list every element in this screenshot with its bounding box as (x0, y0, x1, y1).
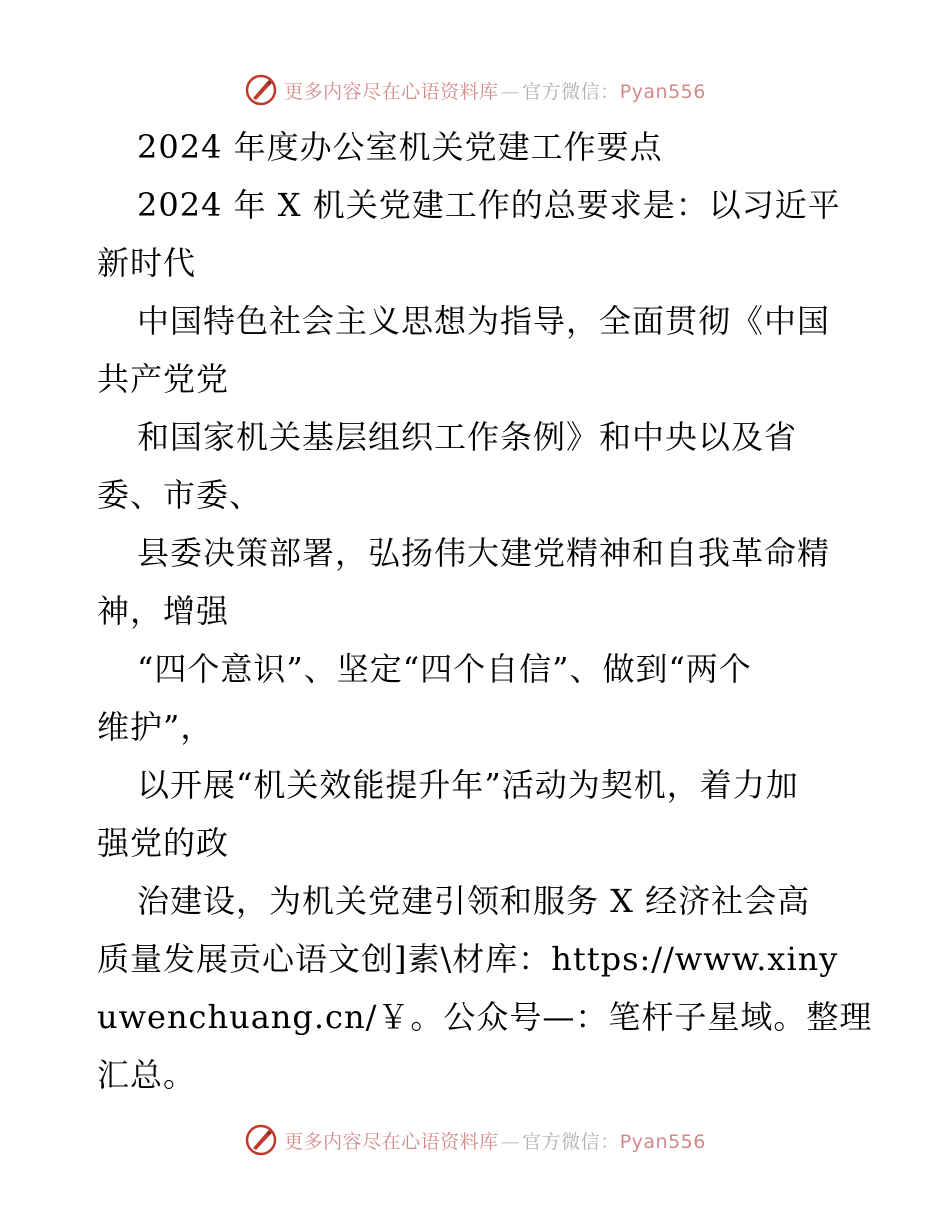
paragraph-line: 新时代 (97, 244, 197, 282)
paragraph-line: “四个意识”、坚定“四个自信”、做到“两个 (137, 650, 752, 688)
paragraph-line: 强党的政 (97, 824, 230, 862)
paragraph-line: 以开展“机关效能提升年”活动为契机，着力加 (137, 766, 799, 804)
paragraph-line: 2024 年 X 机关党建工作的总要求是：以习近平 (137, 186, 841, 224)
header-watermark (0, 70, 950, 110)
footer-watermark (0, 1120, 950, 1160)
paragraph-line: 共产党党 (97, 360, 230, 398)
document-body (97, 118, 873, 1104)
watermark-text: 更多内容尽在心语资料库 — 官方微信：Pyan556 (284, 1130, 706, 1153)
paragraph-line: 质量发展贡心语文创]素\材库：https://www.xiny (97, 940, 839, 978)
paragraph-line: 维护”， (97, 708, 214, 746)
pen-logo-icon (244, 73, 278, 107)
watermark-text: 更多内容尽在心语资料库 — 官方微信：Pyan556 (284, 80, 706, 103)
paragraph-line: 汇总。 (97, 1056, 197, 1094)
pen-logo-icon (244, 1123, 278, 1157)
paragraph-line: 县委决策部署，弘扬伟大建党精神和自我革命精 (137, 534, 831, 572)
paragraph-line: 治建设，为机关党建引领和服务 X 经济社会高 (137, 882, 811, 920)
paragraph-line: 中国特色社会主义思想为指导，全面贯彻《中国 (137, 302, 831, 340)
paragraph-line: 和国家机关基层组织工作条例》和中央以及省 (137, 418, 798, 456)
paragraph-line: 委、市委、 (97, 476, 263, 514)
paragraph-line: uwenchuang.cn/￥。公众号—：笔杆子星域。整理 (97, 998, 873, 1036)
paragraph-line: 神，增强 (97, 592, 230, 630)
document-title: 2024 年度办公室机关党建工作要点 (137, 128, 663, 166)
